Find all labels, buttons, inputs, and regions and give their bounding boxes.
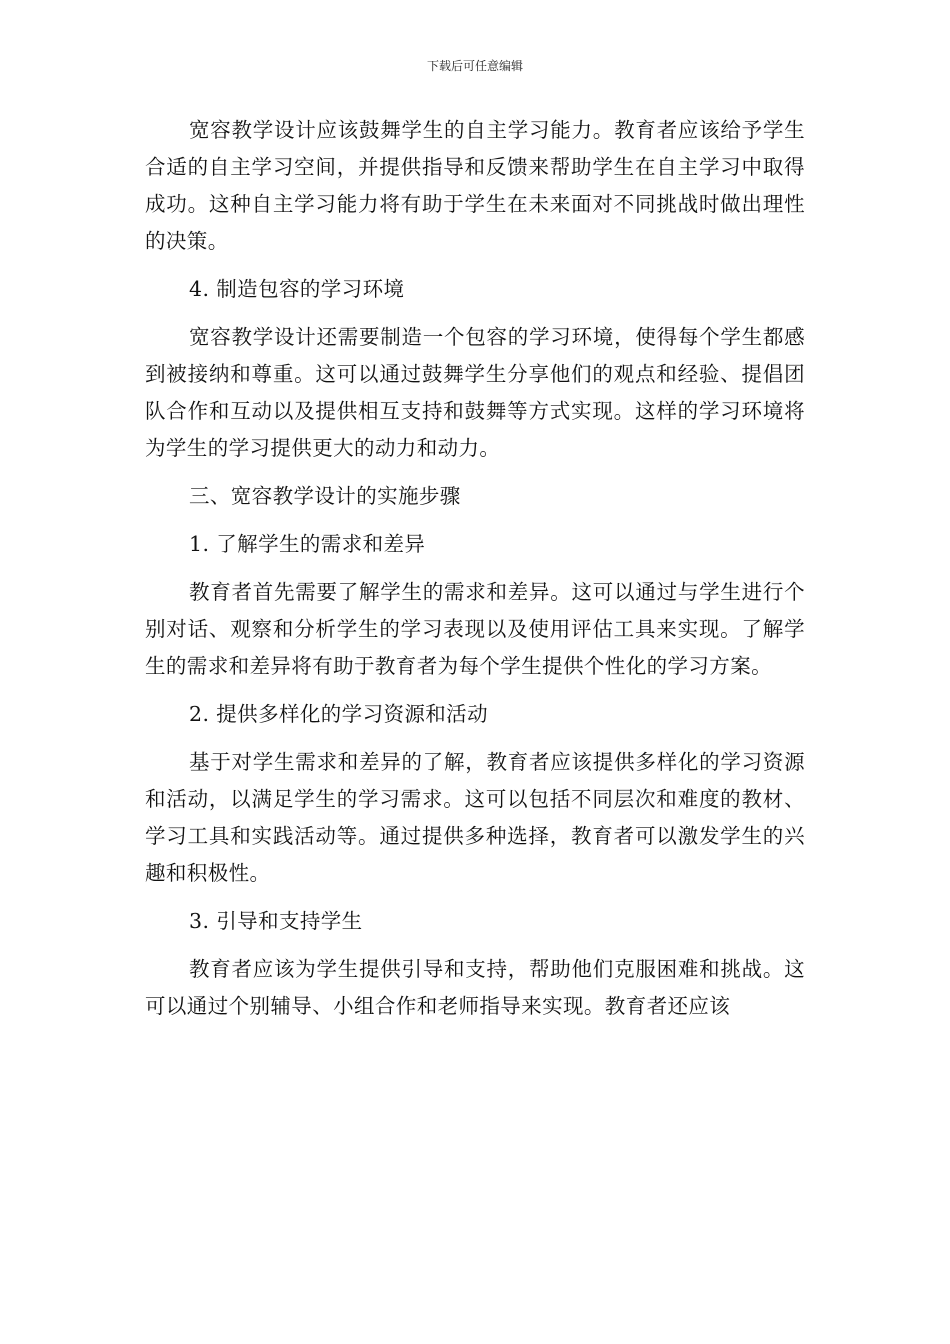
paragraph-guide-support: 教育者应该为学生提供引导和支持，帮助他们克服困难和挑战。这可以通过个别辅导、小组合作和老师指导来实现。教育者还应该	[145, 957, 805, 1018]
subheading-inclusive-environment: 4. 制造包容的学习环境	[189, 277, 405, 301]
subheading-guide-support: 3. 引导和支持学生	[189, 909, 363, 933]
paragraph-autonomy: 宽容教学设计应该鼓舞学生的自主学习能力。教育者应该给予学生合适的自主学习空间，并提供指导和反馈来帮助学生在自主学习中取得成功。这种自主学习能力将有助于学生在未来面对不同挑战时做出理性的决策。	[145, 118, 805, 253]
section-heading-implementation-steps: 三、宽容教学设计的实施步骤	[189, 484, 461, 508]
paragraph-understand-needs: 教育者首先需要了解学生的需求和差异。这可以通过与学生进行个别对话、观察和分析学生的学习表现以及使用评估工具来实现。了解学生的需求和差异将有助于教育者为每个学生提供个性化的学习方案。	[145, 580, 805, 678]
paragraph-inclusive-environment: 宽容教学设计还需要制造一个包容的学习环境，使得每个学生都感到被接纳和尊重。这可以通过鼓舞学生分享他们的观点和经验、提倡团队合作和互动以及提供相互支持和鼓舞等方式实现。这样的学习环境将为学生的学习提供更大的动力和动力。	[145, 325, 805, 460]
document-body	[145, 112, 805, 1036]
subheading-diverse-resources: 2. 提供多样化的学习资源和活动	[189, 702, 488, 726]
header-note: 下载后可任意编辑	[426, 59, 523, 73]
paragraph-diverse-resources: 基于对学生需求和差异的了解，教育者应该提供多样化的学习资源和活动，以满足学生的学习需求。这可以包括不同层次和难度的教材、学习工具和实践活动等。通过提供多种选择，教育者可以激发学生的兴趣和积极性。	[145, 750, 805, 885]
subheading-understand-needs: 1. 了解学生的需求和差异	[189, 532, 426, 556]
